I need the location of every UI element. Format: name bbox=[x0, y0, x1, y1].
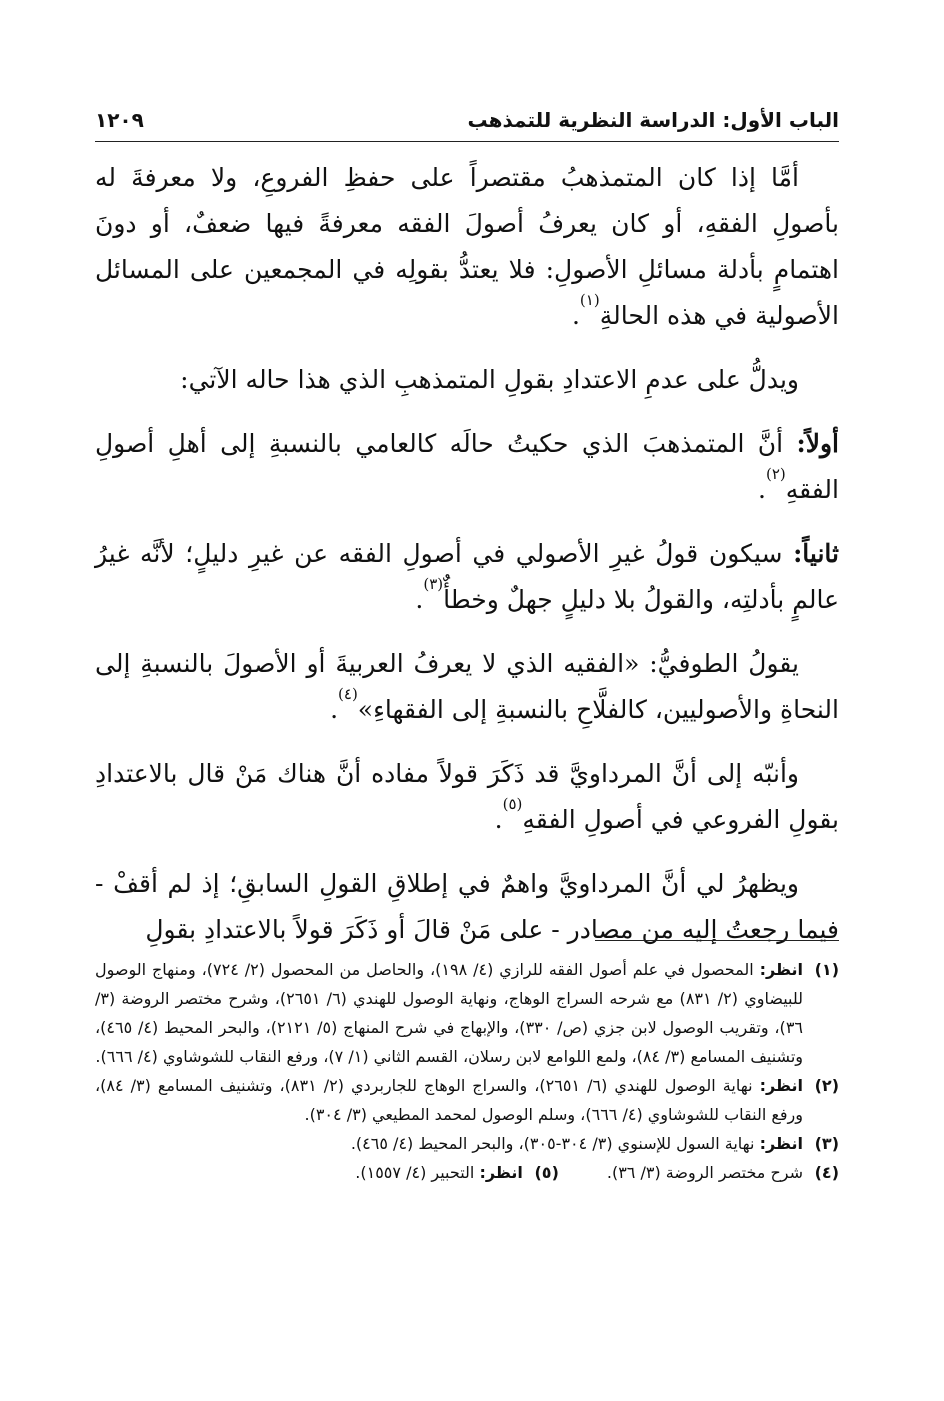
footnote-body: نهاية السول للإسنوي (٣/ ٣٠٤-٣٠٥)، والبحر المحيط (٤/ ٤٦٥). bbox=[350, 1134, 760, 1153]
paragraph-2 bbox=[95, 357, 839, 403]
point-label: ثانياً: bbox=[793, 539, 839, 568]
paragraph-text: ويدلُّ على عدمِ الاعتدادِ بقولِ المتمذهبِ الذي هذا حاله الآتي: bbox=[180, 365, 799, 394]
footnote-4 bbox=[607, 1158, 839, 1187]
footnote-text bbox=[355, 1158, 523, 1187]
footnote-body: المحصول في علم أصول الفقه للرازي (٤/ ١٩٨)، والحاصل من المحصول (٢/ ٧٢٤)، ومنهاج الوصول للبيضاوي (٢/ ٨٣١) مع شرحه السراج الوهاج، ونهاية الوصول للهندي (٦/ ٢٦٥١)، وشرح مختصر الروضة (٣/ ٣٦)، وتقريب الوصول لابن جزي (ص/ ٣٣٠)، والإبهاج في شرح المنهاج (٥/ ٢١٢١)، والبحر المحيط (٤/ ٤٦٥)، وتشنيف المسامع (٣/ ٨٤)، ولمع اللوامع لابن رسلان، القسم الثاني (١/ ٧)، ورفع النقاب للشوشاوي (٤/ ٦٦٦). bbox=[95, 960, 804, 1066]
footnote-number: (٥) bbox=[534, 1163, 559, 1182]
footnote-ref: (٤) bbox=[338, 685, 358, 703]
footnote-label: انظر: bbox=[759, 1076, 804, 1095]
footnote-label: انظر: bbox=[479, 1163, 523, 1182]
paragraph-text: ويظهرُ لي أنَّ المرداويَّ واهمٌ في إطلاقِ القولِ السابقِ؛ إذ لم أقفْ - فيما رجعتُ إليه من مصادر - على مَنْ قالَ أو ذَكَرَ قولاً بالاعتدادِ بقولِ bbox=[95, 869, 839, 944]
footnote-body: نهاية الوصول للهندي (٦/ ٢٦٥١)، والسراج الوهاج للجاربردي (٢/ ٨٣١)، وتشنيف المسامع (٣/ ٨٤)، ورفع النقاب للشوشاوي (٤/ ٦٦٦)، وسلم الوصول لمحمد المطيعي (٣/ ٣٠٤). bbox=[95, 1076, 803, 1124]
footnote-ref: (١) bbox=[579, 291, 600, 309]
footnote-2 bbox=[95, 1071, 839, 1129]
paragraph-end: . bbox=[571, 301, 580, 330]
footnote-label: انظر: bbox=[759, 1134, 803, 1153]
paragraph-1 bbox=[95, 155, 839, 339]
footnote-separator bbox=[595, 940, 839, 941]
paragraph-3 bbox=[95, 421, 839, 513]
footnote-text bbox=[95, 955, 803, 1071]
footnote-body: التحبير (٤/ ١٥٥٧). bbox=[355, 1163, 480, 1182]
page-number: ١٢٠٩ bbox=[95, 108, 144, 132]
paragraph-text: وأنبّه إلى أنَّ المرداويَّ قد ذَكَرَ قولاً مفاده أنَّ هناك مَنْ قال بالاعتدادِ بقولِ الفروعي في أصولِ الفقهِ bbox=[95, 759, 839, 834]
footnote-label: انظر: bbox=[759, 960, 804, 979]
footnote-number: (١) bbox=[814, 960, 839, 979]
paragraph-text: سيكون قولُ غيرِ الأصولي في أصولِ الفقه عن غيرِ دليلٍ؛ لأنَّه غيرُ عالمٍ بأدلتِه، والقولُ بلا دليلٍ جهلٌ وخطأٌ bbox=[95, 539, 839, 614]
footnote-body: شرح مختصر الروضة (٣/ ٣٦). bbox=[606, 1163, 803, 1182]
header-rule bbox=[95, 141, 839, 142]
paragraph-5 bbox=[95, 641, 839, 733]
page-header bbox=[95, 108, 839, 144]
running-title: الباب الأول: الدراسة النظرية للتمذهب bbox=[467, 108, 839, 132]
paragraph-text: أنَّ المتمذهبَ الذي حكيتُ حالَه كالعامي بالنسبةِ إلى أهلِ أصولِ الفقهِ bbox=[95, 429, 839, 504]
footnote-number: (٤) bbox=[814, 1163, 839, 1182]
paragraph-4 bbox=[95, 531, 839, 623]
point-label: أولاً: bbox=[796, 429, 839, 458]
paragraph-end: . bbox=[415, 585, 424, 614]
footnote-3 bbox=[95, 1129, 839, 1158]
footnote-ref: (٥) bbox=[502, 795, 523, 813]
footnote-number: (٣) bbox=[814, 1134, 839, 1153]
paragraph-6 bbox=[95, 751, 839, 843]
paragraph-text: يقولُ الطوفيُّ: «الفقيه الذي لا يعرفُ العربيةَ أو الأصولَ بالنسبةِ إلى النحاةِ والأصوليين، كالفلَّاحِ بالنسبةِ إلى الفقهاءِ» bbox=[95, 649, 839, 724]
paragraph-end: . bbox=[330, 695, 339, 724]
footnote-number: (٢) bbox=[814, 1076, 839, 1095]
footnote-5 bbox=[355, 1158, 559, 1187]
footnotes bbox=[95, 955, 839, 1187]
footnote-row-4-5 bbox=[95, 1158, 839, 1187]
footnote-ref: (٢) bbox=[765, 465, 786, 483]
paragraph-text: أمَّا إذا كان المتمذهبُ مقتصراً على حفظِ الفروعِ، ولا معرفةَ له بأصولِ الفقهِ، أو كان يعرفُ أصولَ الفقه معرفةً فيها ضعفٌ، أو دونَ اهتمامٍ بأدلة مسائلِ الأصولِ: فلا يعتدُّ بقولِه في المجمعين على المسائل الأصولية في هذه الحالةِ bbox=[95, 163, 839, 330]
footnote-text bbox=[95, 1129, 803, 1158]
paragraph-end: . bbox=[494, 805, 503, 834]
paragraph-end: . bbox=[758, 475, 766, 504]
footnote-ref: (٣) bbox=[423, 575, 444, 593]
footnote-1 bbox=[95, 955, 839, 1071]
main-text bbox=[95, 155, 839, 971]
footnote-text bbox=[95, 1071, 803, 1129]
